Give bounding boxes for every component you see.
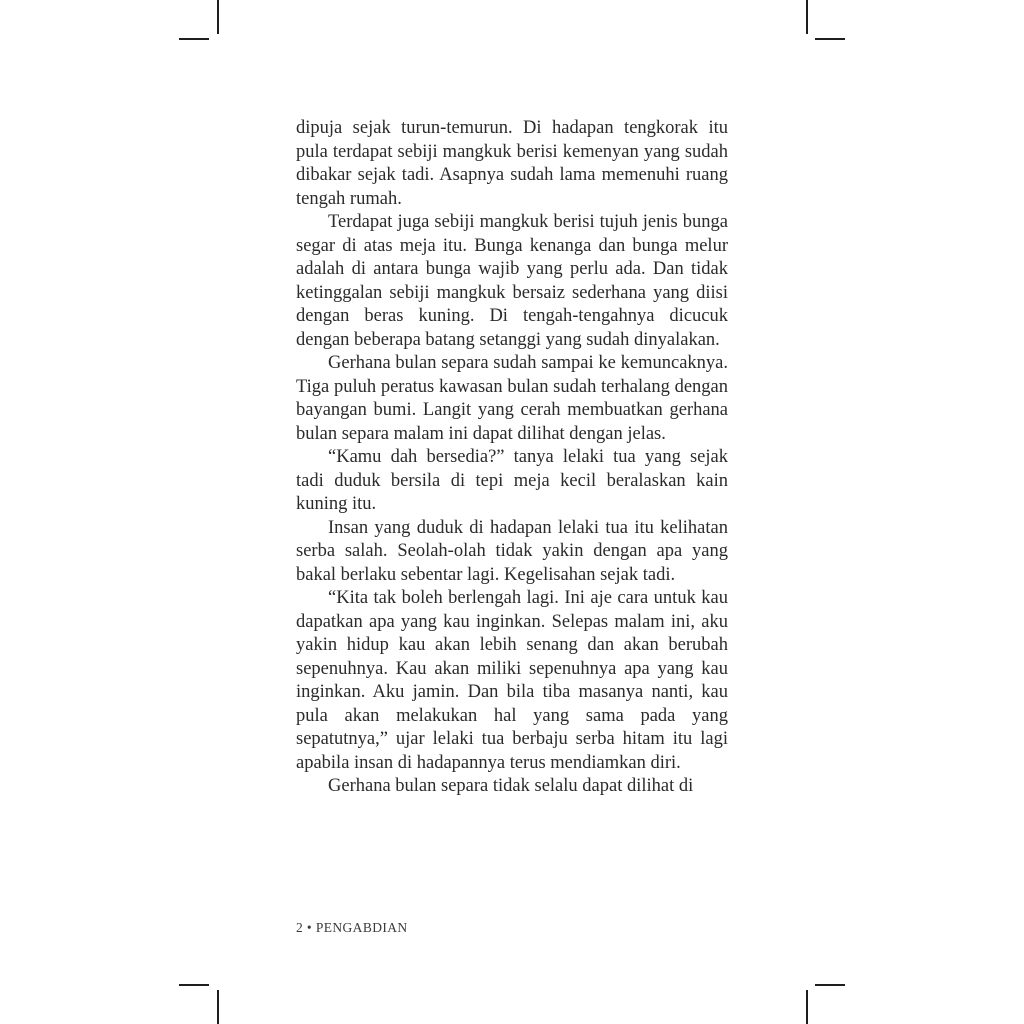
crop-mark-bottom-right-horizontal bbox=[815, 984, 845, 986]
crop-mark-bottom-right-vertical bbox=[806, 990, 808, 1024]
paragraph: Terdapat juga sebiji mangkuk berisi tujuh jenis bunga segar di atas meja itu. Bunga kenanga dan bunga melur adalah di antara bunga wajib yang perlu ada. Dan tidak ketinggalan sebiji mangkuk bersaiz sederhana yang diisi dengan beras kuning. Di tengah-tengahnya dicucuk dengan beberapa batang setanggi yang sudah dinyalakan. bbox=[296, 212, 728, 350]
paragraph: “Kamu dah bersedia?” tanya lelaki tua yang sejak tadi duduk bersila di tepi meja kecil beralaskan kain kuning itu. bbox=[296, 447, 728, 514]
crop-mark-top-right-vertical bbox=[806, 0, 808, 34]
crop-mark-top-left-horizontal bbox=[179, 38, 209, 40]
page-footer: 2 • PENGABDIAN bbox=[296, 920, 408, 935]
crop-mark-bottom-left-vertical bbox=[217, 990, 219, 1024]
crop-mark-bottom-left-horizontal bbox=[179, 984, 209, 986]
page-body-text bbox=[296, 117, 728, 799]
crop-mark-top-left-vertical bbox=[217, 0, 219, 34]
paragraph: “Kita tak boleh berlengah lagi. Ini aje cara untuk kau dapatkan apa yang kau inginkan. Selepas malam ini, aku yakin hidup kau akan lebih senang dan akan berubah sepenuhnya. Kau akan miliki sepenuhnya apa yang kau inginkan. Aku jamin. Dan bila tiba masanya nanti, kau pula akan melakukan hal yang sama pada yang sepatutnya,” ujar lelaki tua berbaju serba hitam itu lagi apabila insan di hadapannya terus mendiamkan diri. bbox=[296, 588, 728, 773]
paragraph-continuation: dipuja sejak turun-temurun. Di hadapan tengkorak itu pula terdapat sebiji mangkuk berisi kemenyan yang sudah dibakar sejak tadi. Asapnya sudah lama memenuhi ruang tengah rumah. bbox=[296, 118, 728, 209]
crop-mark-top-right-horizontal bbox=[815, 38, 845, 40]
paragraph: Gerhana bulan separa sudah sampai ke kemuncaknya. Tiga puluh peratus kawasan bulan sudah terhalang dengan bayangan bumi. Langit yang cerah membuatkan gerhana bulan separa malam ini dapat dilihat dengan jelas. bbox=[296, 353, 728, 444]
paragraph-last: Gerhana bulan separa tidak selalu dapat dilihat di bbox=[328, 776, 694, 796]
paragraph: Insan yang duduk di hadapan lelaki tua itu kelihatan serba salah. Seolah-olah tidak yakin dengan apa yang bakal berlaku sebentar lagi. Kegelisahan sejak tadi. bbox=[296, 517, 728, 585]
